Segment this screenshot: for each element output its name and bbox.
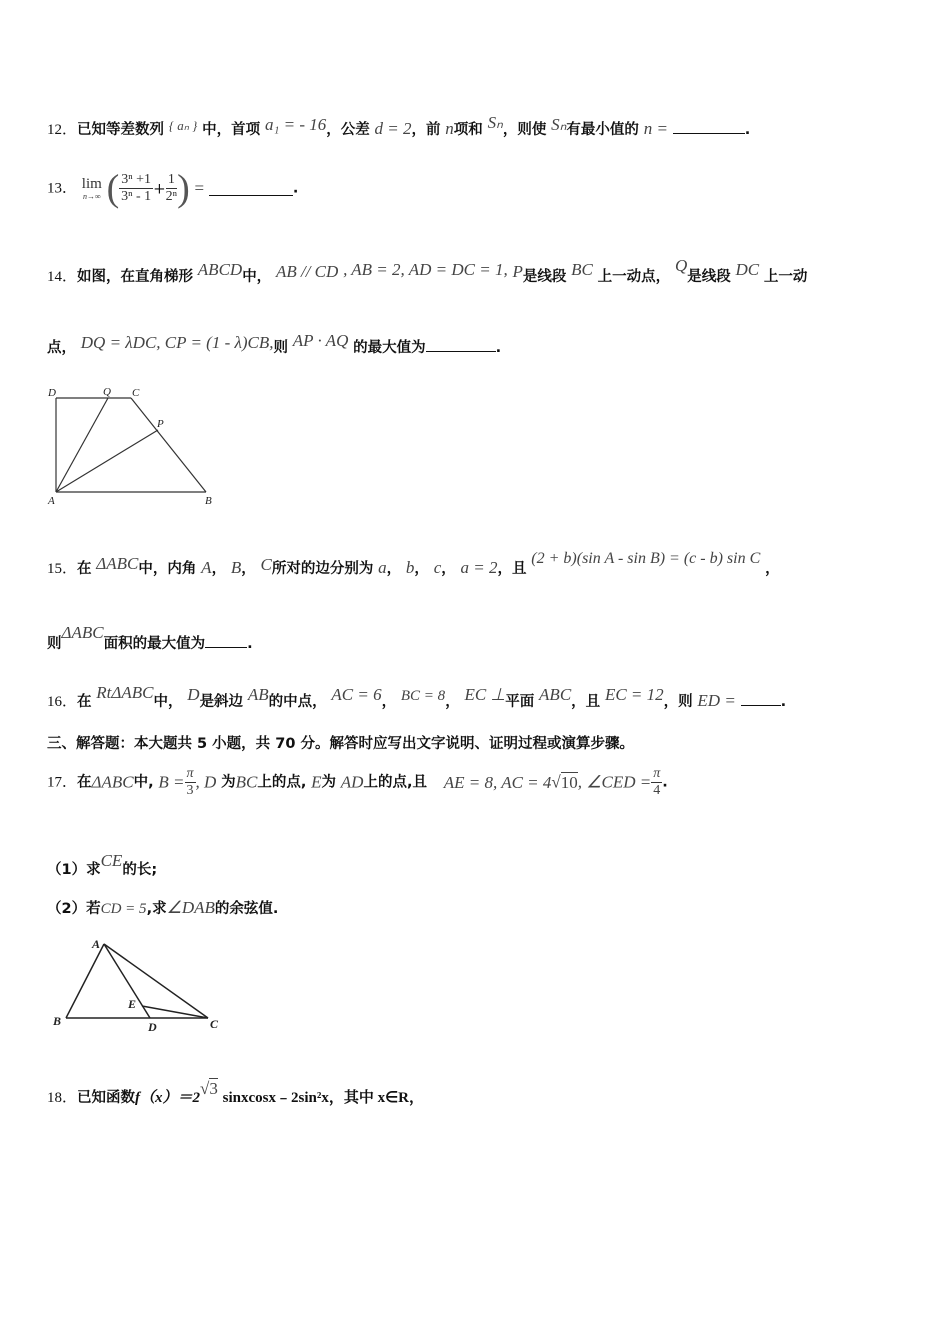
- trapezoid-figure: [44, 382, 224, 512]
- answer-blank: [673, 119, 745, 134]
- q15-equation: (2 + b)(sin A - sin B) = (c - b) sin C: [531, 550, 761, 567]
- question-12: 12．已知等差数列 { aₙ } 中，首项 a₁ = - 16，公差 d = 2，前 n项和 Sₙ，则使 Sₙ有最小值的 n = .: [47, 113, 751, 138]
- section-heading: 三、解答题：本大题共 5 小题，共 70 分。解答时应写出文字说明、证明过程或演算步骤。: [47, 736, 634, 752]
- label-D: D: [148, 1020, 157, 1034]
- fraction-2: $\frac{1}{\text{2ⁿ}}$: [165, 172, 178, 204]
- question-14: 14．如图，在直角梯形 ABCD中， AB // CD , AB = 2, AD = DC = 1, P是线段 BC 上一动点， Q是线段 DC 上一动: [47, 256, 808, 285]
- answer-blank: [426, 337, 496, 352]
- label-C: C: [210, 1017, 219, 1031]
- label-C: C: [132, 387, 140, 399]
- triangle-figure: [50, 934, 230, 1034]
- q15-number: 15．: [47, 561, 78, 577]
- label-B: B: [53, 1014, 62, 1028]
- q17-part1: （1）求CE的长;: [47, 851, 158, 878]
- q17-number: 17．: [47, 774, 78, 791]
- label-D: D: [48, 387, 56, 399]
- label-P: P: [157, 418, 164, 430]
- question-16: 16．在 RtΔABC中， D是斜边 AB的中点， AC = 6， BC = 8， EC ⊥平面 ABC，且 EC = 12，则 ED = .: [47, 683, 787, 710]
- label-Q: Q: [103, 386, 111, 398]
- label-A: A: [48, 495, 55, 507]
- fraction-1: $\frac{\text{3ⁿ +1}}{\text{3ⁿ - 1}}$: [121, 172, 152, 204]
- label-B: B: [205, 495, 212, 507]
- pi-over-4: $\frac{\pi}{4}$: [653, 766, 661, 798]
- lim-symbol: lim: [81, 175, 102, 192]
- answer-blank: [205, 633, 247, 648]
- label-E: E: [128, 997, 137, 1011]
- question-15: 15．在 ΔABC中，内角 A， B， C所对的边分别为 a， b， c， a = 2，且 (2 + b)(sin A - sin B) = (c - b) sin C ，: [47, 550, 780, 577]
- seq-an: { aₙ }: [168, 118, 198, 133]
- q12-number: 12．: [47, 122, 78, 138]
- question-17: 17．在ΔABC中, B = $\frac{\pi}{3}$ , D 为BC上的点, E为 AD上的点,且 AE = 8, AC = 4√10, ∠CED = $\frac{\pi}{4}$ .: [47, 766, 668, 798]
- question-14-cont: 点， DQ = λDC, CP = (1 - λ)CB,则 AP · AQ 的最大值为 .: [47, 331, 502, 356]
- lim-subscript: n→∞: [82, 191, 101, 201]
- label-A: A: [92, 937, 101, 951]
- q13-number: 13．: [47, 180, 78, 197]
- q18-number: 18．: [47, 1090, 78, 1106]
- answer-blank: [209, 181, 293, 196]
- q14-number: 14．: [47, 269, 78, 285]
- answer-blank: [741, 691, 781, 706]
- question-13: 13． lim n→∞ ( $\frac{\text{3ⁿ +1}}{\text{3ⁿ - 1}}$ + $\frac{1}{\text{2ⁿ}}$ ) = .: [47, 167, 299, 210]
- q16-number: 16．: [47, 694, 78, 710]
- q17-part2: （2）若CD = 5,求∠DAB的余弦值.: [47, 898, 279, 917]
- question-18: 18．已知函数f（x）＝2√3 sinxcosx﹣2sin²x，其中 x∈R，: [47, 1079, 424, 1106]
- pi-over-3: $\frac{\pi}{3}$: [186, 766, 194, 798]
- question-15-cont: 则ΔABC面积的最大值为 .: [47, 623, 253, 652]
